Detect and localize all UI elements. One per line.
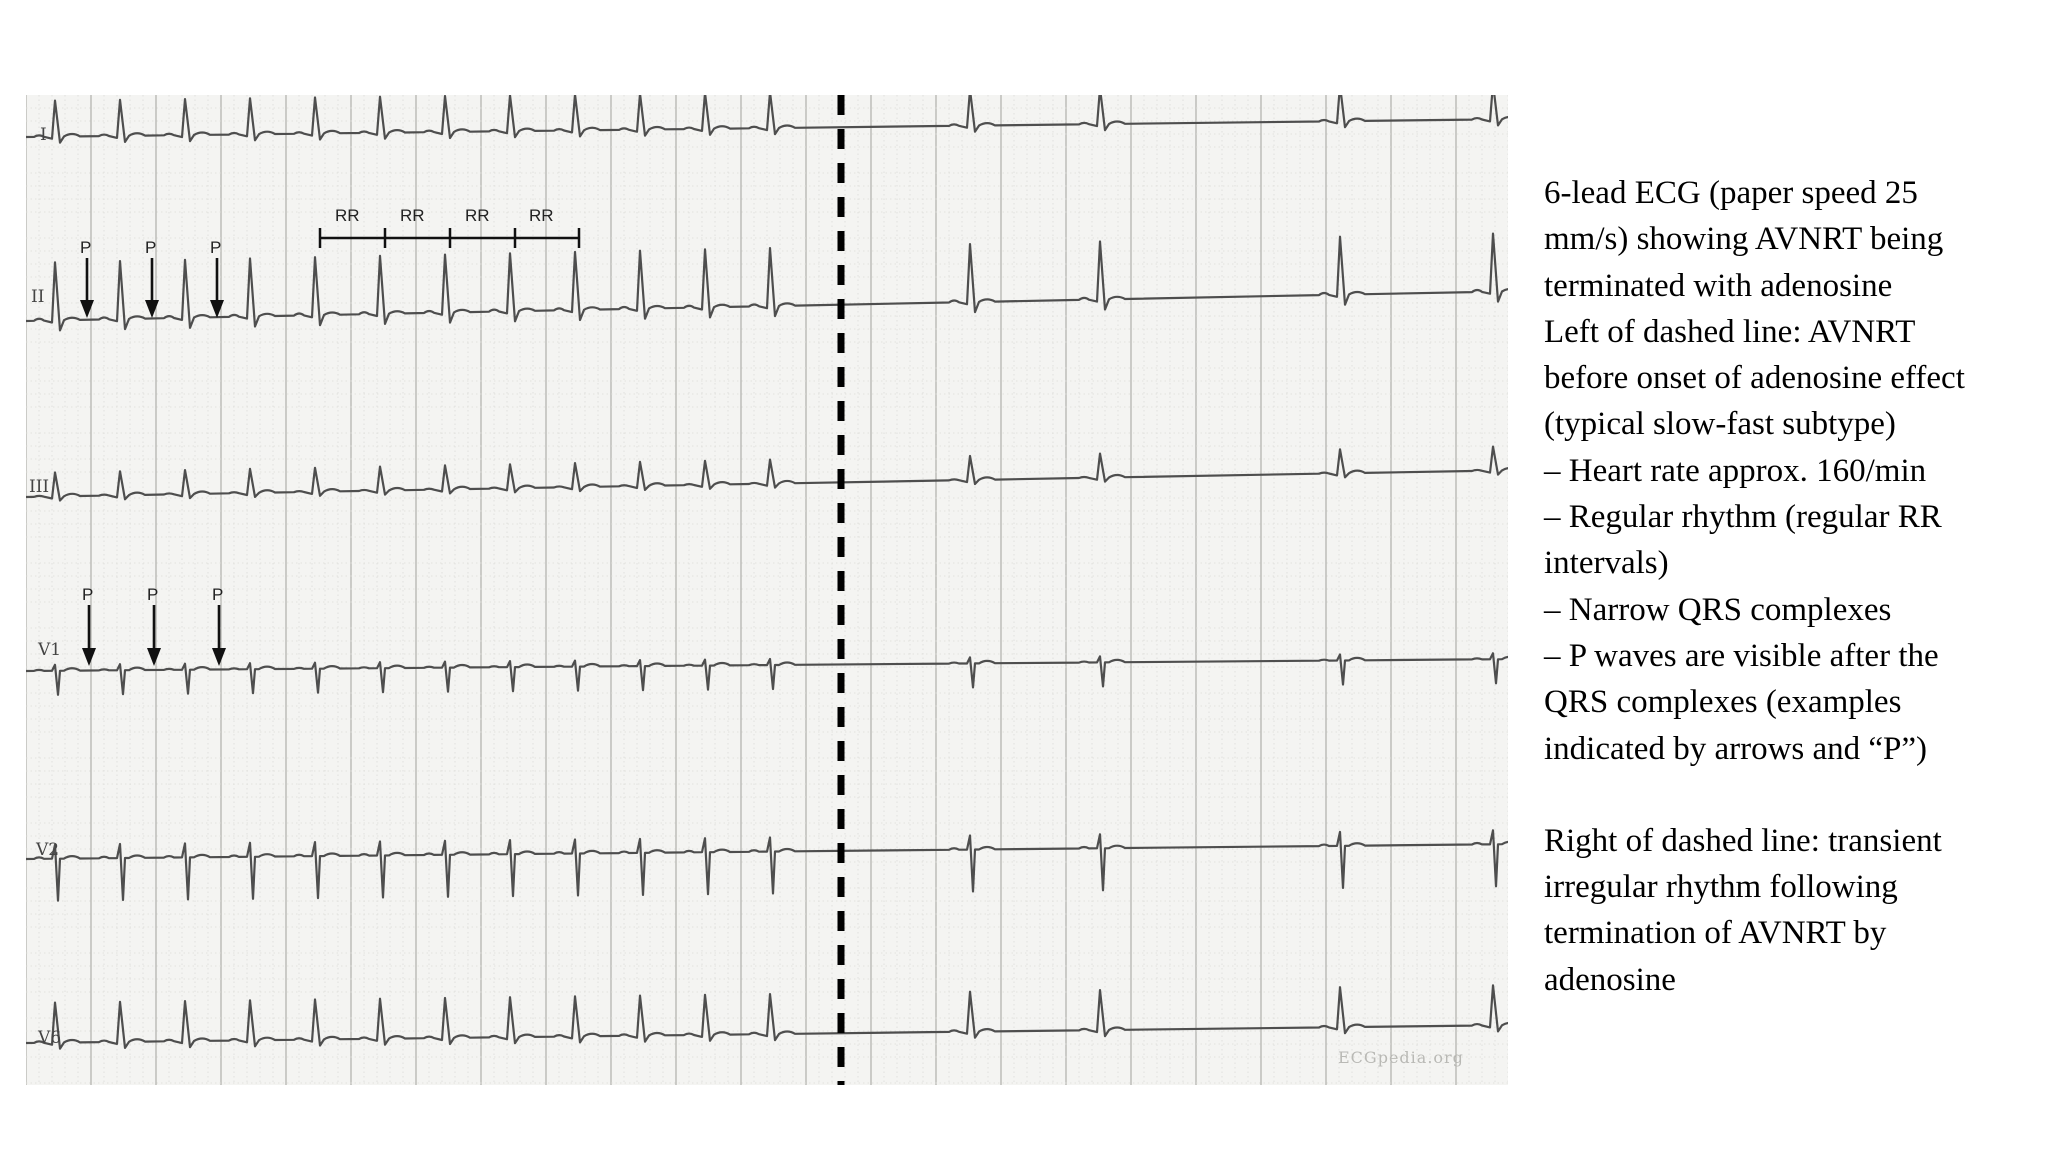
description-line: intervals)	[1544, 545, 1669, 582]
p-marker-ii-3	[210, 238, 224, 318]
p-label: P	[145, 238, 157, 257]
description-line: Right of dashed line: transient	[1544, 822, 1942, 859]
description-line: before onset of adenosine effect	[1544, 360, 1965, 397]
p-label: P	[212, 585, 224, 604]
description-line: adenosine	[1544, 961, 1676, 998]
p-label: P	[147, 585, 159, 604]
description-line: mm/s) showing AVNRT being	[1544, 221, 1944, 258]
lead-label-v1: V1	[38, 640, 62, 660]
watermark: ECGpedia.org	[1338, 1048, 1464, 1067]
p-marker-ii-2	[145, 238, 159, 318]
lead-label-v2: V2	[36, 840, 60, 860]
description-line: QRS complexes (examples	[1544, 684, 1902, 721]
description-line: irregular rhythm following	[1544, 869, 1898, 906]
description-line: (typical slow-fast subtype)	[1544, 406, 1896, 443]
description-line: Left of dashed line: AVNRT	[1544, 313, 1916, 350]
description-line: termination of AVNRT by	[1544, 915, 1887, 952]
description-line: – P waves are visible after the	[1544, 637, 1939, 674]
ecg-trace-i	[26, 95, 1508, 143]
description-line: 6-lead ECG (paper speed 25	[1544, 175, 1918, 211]
p-label: P	[80, 238, 92, 257]
description-line: – Heart rate approx. 160/min	[1544, 452, 1927, 489]
lead-label-i: I	[40, 125, 47, 145]
description-line: – Narrow QRS complexes	[1544, 591, 1892, 628]
ecg-strip	[26, 95, 1508, 1085]
lead-label-v6: V6	[38, 1028, 62, 1048]
rr-label: RR	[335, 206, 360, 225]
description-line: – Regular rhythm (regular RR	[1544, 499, 1942, 536]
ecg-grid	[26, 95, 1508, 1085]
ecg-description	[1544, 170, 2044, 1003]
paragraph-gap	[1544, 772, 2044, 818]
ecg-trace-v1	[26, 653, 1508, 695]
lead-label-iii: III	[29, 477, 50, 497]
description-line: indicated by arrows and “P”)	[1544, 730, 1928, 767]
p-marker-ii-1	[80, 238, 94, 318]
p-label: P	[82, 585, 94, 604]
rr-label: RR	[465, 206, 490, 225]
p-label: P	[210, 238, 222, 257]
description-line: terminated with adenosine	[1544, 267, 1893, 304]
ecg-trace-v6	[26, 985, 1508, 1048]
lead-label-ii: II	[31, 287, 45, 307]
p-marker-v1-2	[147, 585, 161, 666]
p-marker-v1-3	[212, 585, 226, 666]
rr-label: RR	[400, 206, 425, 225]
rr-label: RR	[529, 206, 554, 225]
